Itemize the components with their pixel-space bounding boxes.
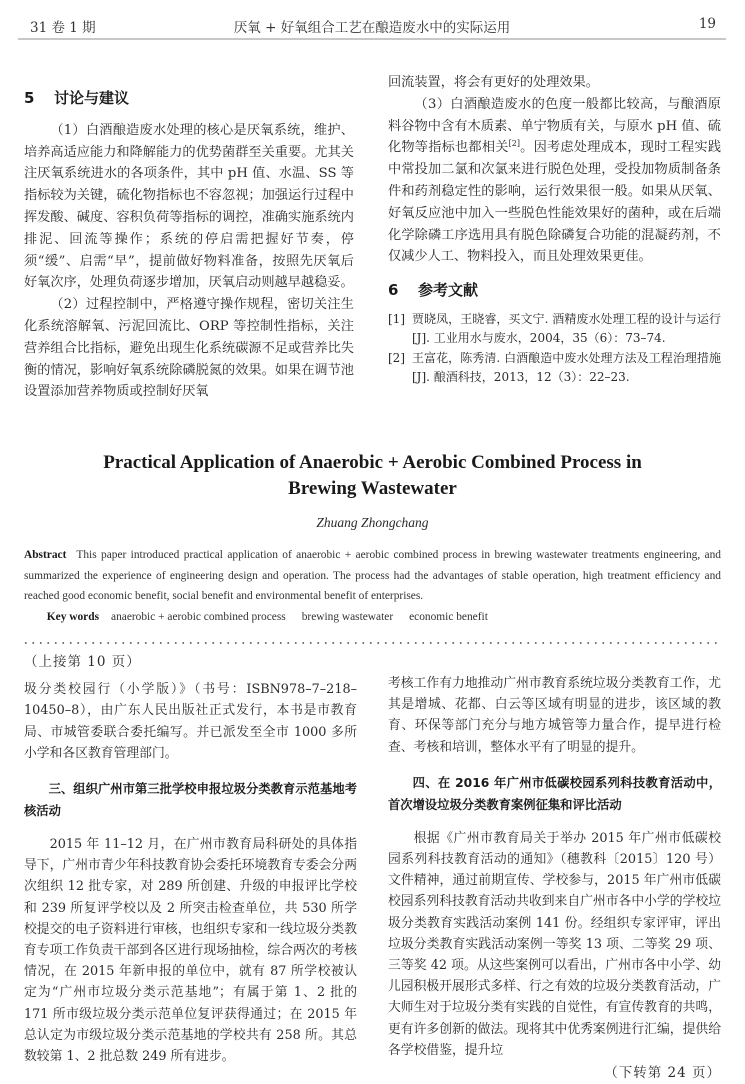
left-column-bottom [24,652,357,1067]
insert-paragraph-4: 根据《广州市教育局关于举办 2015 年广州市低碳校园系列科技教育活动的通知》（穗教科〔2015〕120 号）文件精神，通过前期宣传、学校参与，2015 年广州市低碳校园系列科技教育活动共收到来自广州市各中小学的学校垃圾分类教育实践活动案例 141 份。经组织专家评审，评出垃圾分类教育实践活动案例一等奖 13 项、二等奖 29 项、三等奖 42 项。从这些案例可以看出，广州市各中小学、幼儿园积极开展形式多样、行之有效的垃圾分类教育活动，广大师生对于垃圾分类有实践的自觉性，有宣传教育的共鸣，更有许多创新的做法。现将其中优秀案例进行汇编，提供给各学校借鉴，提升垃 [388,830,721,1058]
dotted-divider [22,642,722,644]
section-6-heading [388,280,721,302]
keywords-label: Key words [46,610,100,623]
keyword: anaerobic + aerobic combined process [111,610,286,623]
keyword: economic benefit [409,610,488,623]
reference-list [388,310,721,388]
insert-paragraph-3: 考核工作有力地推动广州市教育系统垃圾分类教育工作，尤其是增城、花都、白云等区域有明显的进步，该区域的教育、环保等部门充分与地方城管等力量合作，提早进行检查、考核和培训，整体水平有了明显的提升。 [388,676,721,755]
reference-tag: [2] [388,350,405,365]
heading-3: 三、组织广州市第三批学校申报垃圾分类教育示范基地考核活动 [24,782,357,819]
page-number: 19 [698,16,716,32]
section-title: 讨论与建议 [54,89,130,107]
section-number: 5 [24,89,35,107]
continued-to-note: （下转第 24 页） [604,1065,721,1082]
english-abstract-block [24,450,721,627]
citation-mark: [2] [508,139,520,149]
keywords [24,607,721,628]
section-title: 参考文献 [418,281,479,300]
insert-paragraph-2: 2015 年 11–12 月，在广州市教育局科研处的具体指导下，广州市青少年科技教育协会委托环境教育专委会分两次组织 12 批专家，对 289 所创建、升级的申报评比学校和 239 所复评学校以及 2 所突击检查单位，共 530 所学校提交的电子资料进行审核，也组织专家和一线垃圾分类教育专项工作负责干部到各区进行现场抽检，综合两次的考核情况，在 2015 年新申报的单位中，就有 87 所学校被认定为“广州市垃圾分类示范基地”；有属于第 1、2 批的 171 所市级垃圾分类示范单位复评获得通过；在 2015 年总认定为市级垃圾分类示范基地的学校共有 258 所。其总数较第 1、2 批总数 249 所有进步。 [24,837,357,1065]
paragraph-2: （2）过程控制中，严格遵守操作规程，密切关注生化系统溶解氧、污泥回流比、ORP 等控制性指标，关注营养组合比指标，避免出现生化系统碳源不足或营养比失衡的情况，影响好氧系统除磷脱氮的效果。如果在调节池设置添加营养物质或控制好厌氧 [24,297,354,400]
section-number: 6 [388,281,399,300]
abstract-text: This paper introduced practical application of anaerobic + aerobic combined process in brewing wastewater treatments engineering, and summarized the experience of engineering design and operation. The process had the advantages of stable operation, high treatment efficiency and reached good economic benefit, social benefit and environmental benefit of enterprises. [24,549,721,602]
page-header [18,8,726,40]
continued-from-note: （上接第 10 页） [24,654,141,670]
reference-text: 王富花，陈秀清. 白酒酿造中废水处理方法及工程治理措施[J]. 酿酒科技，2013，12（3）：22–23. [412,350,721,385]
heading-4: 四、在 2016 年广州市低碳校园系列科技教育活动中，首次增设垃圾分类教育案例征集和评比活动 [388,775,721,812]
running-title: 厌氧 + 好氧组合工艺在酿造废水中的实际运用 [233,20,511,36]
reference-item [388,349,721,388]
insert-paragraph-1: 圾分类校园行（小学版）》（书号：ISBN978–7–218–10450–8），由广东人民出版社正式发行，本书是市教育局、市城管委联合委托编写。并已派发至全市 1000 多所小学和各区教育管理部门。 [24,682,357,761]
reference-tag: [1] [388,311,405,326]
abstract [24,545,721,607]
paragraph-3: （3）白酒酿造废水的色度一般都比较高，与酿酒原料谷物中含有木质素、单宁物质有关，与原水 pH 值、硫化物等指标也都相关[2]。因考虑处理成本，现时工程实践中常投加二氯和次氯来进行脱色处理，受投加物质制备条件和药剂稳定性的影响，运行效果很一般。如果从厌氧、好氧反应池中加入一些脱色性能效果好的菌种，或在后端化学除磷工序选用具有脱色除磷复合功能的混凝药剂，不仅减少人工、物料投入，而且处理效果更佳。 [388,96,722,265]
reference-text: 贾晓凤，王晓睿，买文宁. 酒精废水处理工程的设计与运行[J]. 工业用水与废水，2004，35（6）：73–74. [412,311,721,346]
keyword: brewing wastewater [301,610,394,623]
abstract-label: Abstract [24,549,67,561]
right-column-top [388,72,721,388]
volume-issue: 31 卷 1 期 [30,20,96,36]
paragraph-1: （1）白酒酿造废水处理的核心是厌氧系统，维护、培养高适应能力和降解能力的优势菌群至关重要。尤其关注厌氧系统进水的各项条件，其中 pH 值、水温、SS 等指标较为关键，硫化物指标也不容忽视；加强运行过程中挥发酸、碱度、容积负荷等指标的调控，准确实施系统内排泥、回流等操作；系统的停启需把握好节奏，停须“缓”、启需“早”，提前做好物料准备，按照先厌氧后好氧次序，处理负荷逐步增加，厌氧启动则越早越稳妥。 [24,122,354,291]
author-name: Zhuang Zhongchang [316,515,429,530]
right-column-bottom [388,673,721,1084]
english-title: Practical Application of Anaerobic + Aerobic Combined Process in Brewing Wastewater [103,452,642,499]
section-5-heading [24,88,354,110]
reference-item [388,310,721,349]
paragraph-2-continued: 回流装置，将会有更好的处理效果。 [388,75,599,90]
left-column-top [24,88,354,403]
